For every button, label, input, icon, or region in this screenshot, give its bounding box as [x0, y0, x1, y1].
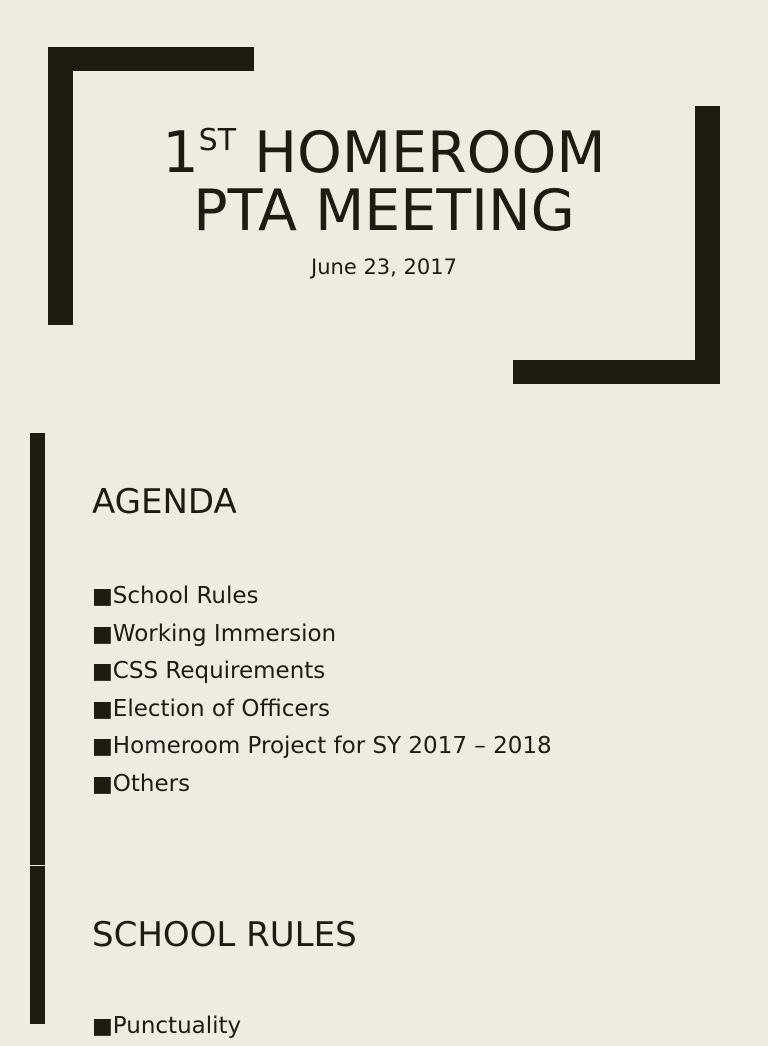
bullet-square-icon: ■ — [92, 771, 113, 797]
agenda-item-label: Others — [112, 770, 191, 797]
agenda-list — [92, 578, 552, 803]
bullet-square-icon: ■ — [92, 734, 113, 759]
agenda-item — [92, 728, 552, 766]
title-ordinal-suffix: ST — [198, 123, 237, 158]
agenda-item — [92, 691, 552, 729]
frame-bottom-right-horizontal — [513, 360, 720, 384]
bullet-square-icon: ■ — [92, 696, 113, 722]
rules-item-label: Punctuality — [112, 1013, 242, 1039]
school-rules-heading: SCHOOL RULES — [92, 915, 357, 955]
agenda-item — [92, 616, 552, 654]
agenda-item — [92, 653, 552, 691]
agenda-accent-bar — [30, 433, 45, 865]
agenda-heading: AGENDA — [92, 482, 237, 522]
bullet-square-icon: ■ — [92, 584, 113, 609]
rules-accent-bar — [30, 866, 45, 1024]
title-ordinal: 1 — [162, 120, 199, 186]
agenda-item — [92, 578, 552, 616]
school-rules-list — [92, 1008, 241, 1046]
slide-subtitle-date: June 23, 2017 — [311, 255, 457, 279]
frame-top-left-horizontal — [48, 47, 254, 71]
bullet-square-icon: ■ — [92, 1014, 113, 1039]
agenda-item — [92, 766, 552, 804]
slide-title-line-2: PTA MEETING — [193, 178, 575, 244]
agenda-item-label: School Rules — [112, 583, 259, 609]
bullet-square-icon: ■ — [92, 659, 113, 684]
agenda-item-label: Election of Officers — [112, 695, 330, 722]
agenda-item-label: CSS Requirements — [112, 658, 326, 684]
agenda-item-label: Homeroom Project for SY 2017 – 2018 — [112, 733, 552, 759]
bullet-square-icon: ■ — [92, 621, 113, 647]
agenda-item-label: Working Immersion — [112, 620, 337, 647]
rules-item — [92, 1008, 241, 1046]
title-homeroom: HOMEROOM — [236, 120, 606, 186]
